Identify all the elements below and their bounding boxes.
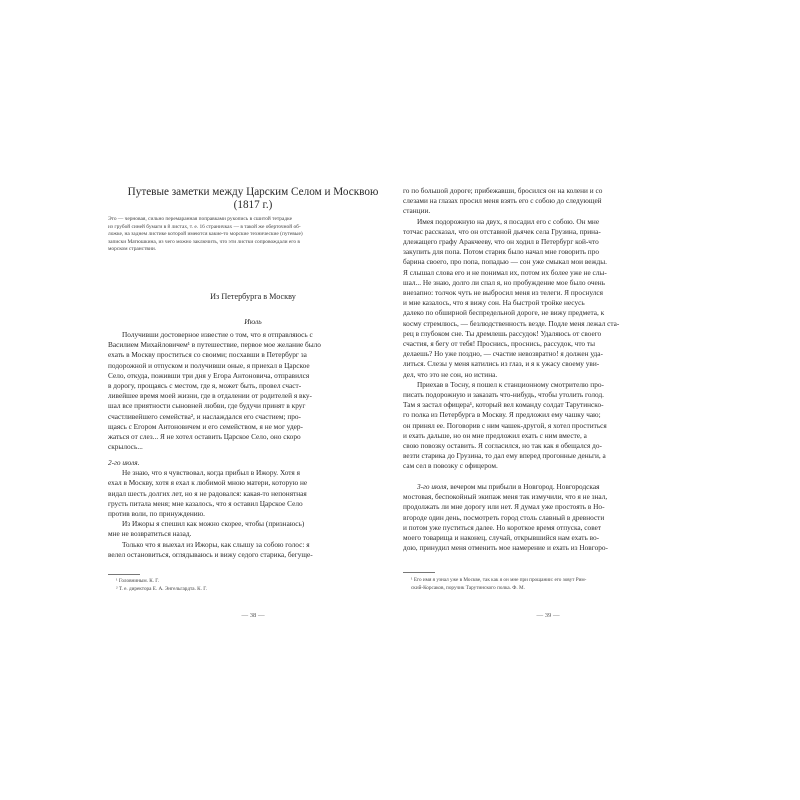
text-line: моего товарища и наконец, случай, открывшийся нам ехать во-	[403, 533, 600, 543]
text-line: вгороде один день, посмотреть город столь славный в древности	[403, 512, 605, 522]
title-line-2: (1817 г.)	[233, 199, 273, 211]
text-line: Только что я выехал из Ижоры, как слышу за собою голос: я	[122, 539, 310, 549]
footnotes	[116, 577, 207, 593]
text-line: внезапно: толчок чуть не выбросил меня из телеги. Я проснулся	[403, 288, 603, 298]
page-number: — 38 —	[241, 612, 265, 619]
text-line: Из Ижоры я спешил как можно скорее, чтобы (признаюсь)	[122, 519, 305, 529]
text-line: слезами на глазах просил меня взять его с собою до следующей	[403, 196, 602, 206]
date-heading: 2-го июля.	[108, 458, 140, 467]
text-line: шал... Не знаю, долго ли спал я, но пробуждение мое было очень	[403, 277, 605, 287]
text-line: Имея подорожную на двух, я посадил его с собою. Он мне	[417, 216, 600, 226]
text-line: ехать в Москву проститься со своими; посхавши в Петербург за	[108, 350, 307, 360]
text-line: делаешь? Но уже поздно, — счастие невозвратно! я должен уда-	[403, 349, 603, 359]
note-line: записки Матюшкина, из чего можно заключить, что эти листки сопровождали его в	[108, 238, 300, 245]
text-line: против воли, по принуждению.	[108, 509, 205, 519]
date-heading: 3-го июля,	[417, 482, 449, 491]
text-line: Приехав в Тосну, я пошел к станционному смотрителю про-	[417, 379, 604, 389]
page-number: — 39 —	[536, 612, 560, 619]
paragraph-2	[108, 458, 398, 560]
text-line: свою повозку оставить. Я согласился, но так как я обещался до-	[403, 441, 602, 451]
text-line: шал все приятности сыновней любви, где будучи принят в круг	[108, 401, 306, 411]
right-page	[403, 172, 693, 627]
text-line: го полка из Петербурга в Москву. Я предложил ему чашку чаю;	[403, 410, 601, 420]
text-line: рец в глубоком сне. Ты дремлешь рассудок! Удаляюсь от своего	[403, 328, 602, 338]
footnote: ский-Корсаков, поручик Тарутинского полка. Ф. М.	[411, 585, 525, 591]
title-line-1: Путевые заметки между Царским Селом и Москвою	[127, 186, 379, 198]
text-line: мостовая, беспокойный экипаж меня так измучили, что я не знал,	[403, 492, 608, 502]
text-line: Село, откуда, поживши три дня у Егора Антоновича, отправился	[108, 370, 310, 380]
section-heading: Из Петербурга в Москву	[210, 292, 296, 301]
text-line: везти старика до Грузина, то дал ему вперед прогонные деньги, а	[403, 451, 606, 461]
text-line: в дорогу, прощаясь с местом, где я, может быть, провел счаст-	[108, 381, 302, 391]
text-line: он принял ее. Поговорив с ним чашек-другой, я хотел проститься	[403, 420, 607, 430]
footnotes	[411, 576, 586, 592]
footnote-rule	[108, 574, 140, 575]
text-line: Там я застал офицера¹, который вел команду солдат Тарутинско-	[403, 400, 604, 410]
book-spread	[108, 172, 692, 627]
text-line: видал шесть долгих лет, но я не радовался: какая-то непонятная	[108, 488, 307, 498]
text-line: барина своего, про попа, попадью — сон уже смыкал мои вежды.	[403, 257, 607, 267]
text-line: мне не возвратиться назад.	[108, 529, 192, 539]
text-line: Не знаю, что я чувствовал, когда прибыл в Ижору. Хотя я	[122, 468, 300, 478]
note-line: ложке, на заднем листике которой имеются какие-то морские технические (путевые)	[108, 231, 303, 238]
paragraph-1	[108, 330, 398, 452]
text-line: Я слышал слова его и не понимал их, потом их более уже не слы-	[403, 267, 607, 277]
text-line: сам сел в повозку с офицером.	[403, 461, 498, 471]
left-page	[108, 172, 398, 627]
footnote: ¹ Головниным. К. Г.	[116, 578, 160, 584]
text-line: ехал в Москву, хотя я ехал к любимой мною матери, которую не	[108, 478, 308, 488]
text-line: далеко по обширной беспредельной дороге, не вижу предмета, к	[403, 308, 605, 318]
editorial-note	[108, 216, 398, 254]
footnote: ¹ Его имя я узнал уже в Москве, так как я он мне при прощании: его зовут Рим-	[411, 577, 587, 583]
note-line: Это — черновая, сильно перемаранная поправками рукопись в сшитой тетрадке	[108, 216, 293, 222]
text-line	[403, 482, 693, 492]
footnote-rule	[403, 572, 435, 573]
text-line: станции.	[403, 206, 431, 216]
month-heading: Июль	[244, 317, 262, 326]
footnote: ² Т. е. директора Е. А. Энгельгардта. К. Г.	[116, 586, 207, 592]
text-fragment: вечером мы прибыли в Новгород. Новгородская	[448, 482, 600, 491]
text-line: Получивши достоверное известие о том, что я отправляюсь с	[122, 330, 313, 339]
paragraph-3	[403, 482, 693, 553]
text-line: счастия, я бегу от тебя! Проснись, проснись, рассудок, что ты	[403, 339, 595, 349]
text-line: дел, что это не сон, но истина.	[403, 369, 498, 379]
text-line: тотчас рассказал, что он отставной дьячек села Грузина, прина-	[403, 226, 601, 236]
note-line: из грубой синей бумаги в 8 листах, т. е. 16 страничках — в такой же оберточной об-	[108, 223, 301, 230]
text-line: косму стремлюсь, — безлюдственность везде. Подле меня лежал ста-	[403, 318, 620, 328]
paragraph-continued	[403, 186, 693, 472]
text-line: щаясь с Егором Антоновичем и его семейством, я не мог удер-	[108, 421, 303, 431]
text-line: продолжать ли мне дорогу или нет. Я думал уже простоять в Но-	[403, 502, 605, 512]
text-line: писать подорожную и заказать что-нибудь, чтобы утолить голод.	[403, 390, 604, 400]
page-title	[108, 186, 398, 212]
text-line: велел остановиться, оглядываюсь и вижу седого старика, бегуще-	[108, 549, 313, 559]
text-line: жаться от слез... Я не хотел оставить Царское Село, оно скоро	[108, 432, 301, 442]
text-line: литься. Слезы у меня катились из глаз, и я к ужасу своему уви-	[403, 359, 600, 369]
text-line: длежащего графу Аракчееву, что он ходил в Петербург кой-что	[403, 237, 599, 247]
text-line: и потом уже пуститься далее. Но короткое время отпуска, совет	[403, 522, 602, 532]
text-line: и мне казалось, что я вижу сон. На быстрой тройке несусь	[403, 298, 585, 308]
text-line: грусть питала меня; мне казалось, что я оставил Царское Село	[108, 498, 303, 508]
text-line: и ехать дальше, но он мне предложил ехать с ним вместе, а	[403, 430, 587, 440]
text-line: подорожной и отпуском и получивши оные, я приехал в Царское	[108, 360, 310, 370]
text-line: Василием Михайловичем¹ в путешествие, первое мое желание было	[108, 340, 321, 350]
text-line: скрылось...	[108, 442, 143, 452]
text-line: го по большой дороге; прибежавши, бросился он на колени и со	[403, 186, 603, 195]
text-line: счастливейшего семейства², и наслаждался его счастием; про-	[108, 411, 301, 421]
text-line: ливейшее время моей жизни, где в отдалении от родителей я вку-	[108, 391, 312, 401]
text-line: закупить для попа. Потом старик было начал мне говорить про	[403, 247, 599, 257]
note-line: морском странствии.	[108, 246, 157, 253]
text-line: дою, принудил меня отменить мое намерение и ехать из Новгоро-	[403, 543, 608, 553]
